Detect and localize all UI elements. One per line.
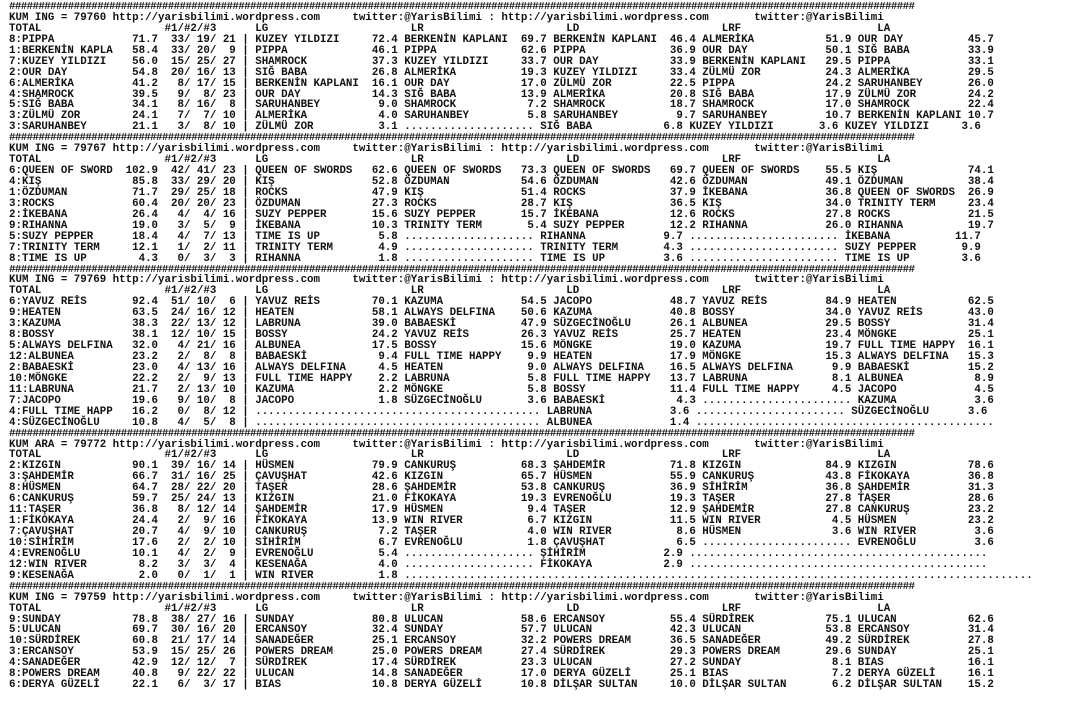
data-row: 7:KUZEY YILDIZI 56.0 15/ 25/ 27 | SHAMROCK 37.3 KUZEY YILDIZI 33.7 OUR DAY 33.9 BERKENİN KAPLANI 29.5 PIPPA 33.1 xyxy=(9,55,994,68)
data-row: 5:ULUCAN 69.7 30/ 16/ 20 | ERCANSOY 32.4 SUNDAY 57.7 ULUCAN 42.3 ULUCAN 53.8 ERCANSOY 31.4 xyxy=(9,624,994,637)
data-row: 4:EVRENOĞLU 10.1 4/ 2/ 9 | EVRENOĞLU 5.4 .................... ŞİHİRİM 2.9 .............................................. xyxy=(9,547,988,560)
data-row: 9:SUNDAY 78.8 38/ 27/ 16 | SUNDAY 80.8 ULUCAN 58.6 ERCANSOY 55.4 SÜRDİREK 75.1 ULUCAN 62.6 xyxy=(9,613,994,626)
data-row: 3:KAZUMA 38.3 22/ 13/ 12 | LABRUNA 39.0 BABAESKİ 47.9 SÜZGECİNOĞLU 26.1 ALBUNEA 29.5 BOSSY 31.4 xyxy=(9,318,994,331)
column-header-row: TOTAL #1/#2/#3 LG LR LD LRF LA xyxy=(9,602,891,615)
data-row: 9:HEATEN 63.5 24/ 16/ 12 | HEATEN 58.1 ALWAYS DELFINA 50.6 KAZUMA 40.8 BOSSY 34.0 YAVUZ REİS 43.0 xyxy=(9,307,994,320)
separator-row: ########################################################################################################################################################## xyxy=(9,133,915,145)
data-row: 9:RIHANNA 19.0 3/ 5/ 9 | İKEBANA 10.3 TRINITY TERM 5.4 SUZY PEPPER 12.2 RIHANNA 26.0 RIHANNA 19.7 xyxy=(9,219,994,232)
data-row: 8:PIPPA 71.7 33/ 19/ 21 | KUZEY YILDIZI 72.4 BERKENİN KAPLANI 69.7 BERKENİN KAPLANI 46.4 ALMERİKA 51.9 OUR DAY 45.7 xyxy=(9,33,994,46)
data-row: 1:FİKOKAYA 24.4 2/ 9/ 16 | FİKOKAYA 13.9 WIN RIVER 6.7 KIZGIN 11.5 WIN RIVER 4.5 HÜSMEN 23.2 xyxy=(9,515,994,528)
data-row: 12:WIN RIVER 8.2 3/ 3/ 4 | KESENAĞA 4.0 .................... FİKOKAYA 2.9 .............................................. xyxy=(9,558,988,571)
data-row: 3:ŞAHDEMİR 66.7 31/ 16/ 25 | ÇAVUŞHAT 42.6 KIZGIN 65.7 HÜSMEN 55.9 CANKURUŞ 43.8 FİKOKAYA 36.8 xyxy=(9,471,994,484)
column-header-row: TOTAL #1/#2/#3 LG LR LD LRF LA xyxy=(9,285,891,298)
separator-row: ########################################################################################################################################################## xyxy=(9,581,915,593)
data-row: 8:POWERS DREAM 40.8 9/ 22/ 22 | ULUCAN 14.8 SANADEĞER 17.0 DERYA GÜZELİ 25.1 BIAS 7.2 DERYA GÜZELİ 16.1 xyxy=(9,668,994,681)
data-row: 4:SÜZGECİNOĞLU 10.8 4/ 5/ 8 | ............................................ ALBUNEA 1.4 .............................................. xyxy=(9,416,994,429)
data-row: 11:TAŞER 36.8 8/ 12/ 14 | ŞAHDEMİR 17.9 HÜSMEN 9.4 TAŞER 12.9 ŞAHDEMİR 27.8 CANKURUŞ 23.2 xyxy=(9,504,994,517)
data-row: 6:QUEEN OF SWORD 102.9 42/ 41/ 23 | QUEEN OF SWORDS 62.6 QUEEN OF SWORDS 73.3 QUEEN OF SWORDS 69.7 QUEEN OF SWORDS 55.5 KIŞ 74.1 xyxy=(9,165,994,178)
data-row: 6:DERYA GÜZELİ 22.1 6/ 3/ 17 | BIAS 10.8 DERYA GÜZELİ 10.8 DİLŞAR SULTAN 10.0 DİLŞAR SULTAN 6.2 DİLŞAR SULTAN 15.2 xyxy=(9,679,994,692)
data-row: 5:SIĞ BABA 34.1 8/ 16/ 8 | SARUHANBEY 9.0 SHAMROCK 7.2 SHAMROCK 18.7 SHAMROCK 17.0 SHAMROCK 22.4 xyxy=(9,99,994,112)
data-row: 3:ROCKS 60.4 20/ 20/ 23 | ÖZDUMAN 27.3 ROCKS 28.7 KIŞ 36.5 KIŞ 34.0 TRINITY TERM 23.4 xyxy=(9,197,994,210)
column-header-row: TOTAL #1/#2/#3 LG LR LD LRF LA xyxy=(9,22,891,35)
race-header-row: KUM ARA = 79772 http://yarisbilimi.wordpress.com twitter:@YarisBilimi : http://yarisbilimi.wordpress.com twitter:@YarisBilimi xyxy=(9,438,884,451)
separator-row: ########################################################################################################################################################## xyxy=(9,264,915,276)
data-row: 9:KESENAĞA 2.0 0/ 1/ 1 | WIN RIVER 1.8 ................................................................................................. xyxy=(9,569,1033,582)
data-row: 2:İKEBANA 26.4 4/ 4/ 16 | SUZY PEPPER 15.6 SUZY PEPPER 15.7 İKEBANA 12.6 ROCKS 27.8 ROCKS 21.5 xyxy=(9,208,994,221)
race-header-row: KUM ING = 79769 http://yarisbilimi.wordpress.com twitter:@YarisBilimi : http://yarisbilimi.wordpress.com twitter:@YarisBilimi xyxy=(9,274,884,287)
data-row: 1:BERKENİN KAPLA 58.4 33/ 20/ 9 | PIPPA 46.1 PIPPA 62.6 PIPPA 36.9 OUR DAY 50.1 SIĞ BABA 33.9 xyxy=(9,44,994,57)
separator-row: ########################################################################################################################################################## xyxy=(9,2,915,13)
data-row: 10:SÜRDİREK 60.8 21/ 17/ 14 | SANADEĞER 25.1 ERCANSOY 32.2 POWERS DREAM 36.5 SANADEĞER 49.2 SÜRDİREK 27.8 xyxy=(9,635,994,648)
data-row: 4:SHAMROCK 39.5 9/ 8/ 23 | OUR DAY 14.3 SIĞ BABA 13.9 ALMERİKA 20.8 SIĞ BABA 17.9 ZÜLMÜ ZOR 24.2 xyxy=(9,88,994,101)
data-row: 7:TRINITY TERM 12.1 1/ 2/ 11 | TRINITY TERM 4.9 .................... TRINITY TERM 4.3 ....................... SUZY PEPPER 9.9 xyxy=(9,241,981,254)
data-row: 6:ALMERİKA 41.2 8/ 17/ 15 | BERKENİN KAPLANI 16.1 OUR DAY 17.0 ZÜLMÜ ZOR 22.5 PIPPA 24.2 SARUHANBEY 26.0 xyxy=(9,77,994,90)
data-row: 10:SİHİRİM 17.6 2/ 2/ 10 | SİHİRİM 6.7 EVRENOĞLU 1.8 ÇAVUŞHAT 6.5 ....................... EVRENOĞLU 3.6 xyxy=(9,536,994,549)
data-row: 3:ERCANSOY 53.9 15/ 25/ 26 | POWERS DREAM 25.0 POWERS DREAM 27.4 SÜRDİREK 29.3 POWERS DREAM 29.6 SUNDAY 25.1 xyxy=(9,646,994,659)
data-row: 8:HÜSMEN 64.7 28/ 22/ 20 | TAŞER 28.6 ŞAHDEMİR 53.8 CANKURUŞ 36.9 SİHİRİM 36.8 ŞAHDEMİR 31.3 xyxy=(9,482,994,495)
data-row: 12:ALBUNEA 23.2 2/ 8/ 8 | BABAESKİ 9.4 FULL TIME HAPPY 9.9 HEATEN 17.9 MÖNGKE 15.3 ALWAYS DELFINA 15.3 xyxy=(9,351,994,363)
data-row: 8:TIME IS UP 4.3 0/ 3/ 3 | RIHANNA 1.8 .................... TIME IS UP 3.6 ....................... TIME IS UP 3.6 xyxy=(9,252,981,265)
data-row: 7:ÇAVUŞHAT 20.7 4/ 9/ 10 | CANKURUŞ 7.2 TAŞER 4.0 WIN RIVER 8.6 HÜSMEN 3.6 WIN RIVER 3.6 xyxy=(9,526,994,538)
data-row: 2:OUR DAY 54.8 20/ 16/ 13 | SIĞ BABA 26.8 ALMERİKA 19.3 KUZEY YILDIZI 33.4 ZÜLMÜ ZOR 24.3 ALMERİKA 29.5 xyxy=(9,66,994,79)
data-row: 3:ZÜLMÜ ZOR 24.1 7/ 7/ 10 | ALMERİKA 4.0 SARUHANBEY 5.8 SARUHANBEY 9.7 SARUHANBEY 10.7 BERKENİN KAPLANI 10.7 xyxy=(9,110,994,123)
data-row: 3:SARUHANBEY 21.1 3/ 8/ 10 | ZÜLMÜ ZOR 3.1 .................... SIĞ BABA 6.8 KUZEY YILDIZI 3.6 KUZEY YILDIZI 3.6 xyxy=(9,121,981,134)
column-header-row: TOTAL #1/#2/#3 LG LR LD LRF LA xyxy=(9,154,891,167)
data-row: 10:MÖNGKE 22.2 2/ 9/ 13 | FULL TIME HAPPY 2.2 LABRUNA 5.8 FULL TIME HAPPY 13.7 LABRUNA 8.1 ALBUNEA 8.9 xyxy=(9,372,994,385)
data-row: 7:JACOPO 19.6 9/ 10/ 8 | JACOPO 1.8 SÜZGECİNOĞLU 3.6 BABAESKİ 4.3 ....................... KAZUMA 3.6 xyxy=(9,394,994,407)
data-row: 5:ALWAYS DELFINA 32.0 4/ 21/ 16 | ALBUNEA 17.5 BOSSY 15.6 MÖNGKE 19.0 KAZUMA 19.7 FULL TIME HAPPY 16.1 xyxy=(9,340,994,353)
race-header-row: KUM ING = 79759 http://yarisbilimi.wordpress.com twitter:@YarisBilimi : http://yarisbilimi.wordpress.com twitter:@YarisBilimi xyxy=(9,591,884,604)
column-header-row: TOTAL #1/#2/#3 LG LR LD LRF LA xyxy=(9,449,891,462)
race-header-row: KUM ING = 79767 http://yarisbilimi.wordpress.com twitter:@YarisBilimi : http://yarisbilimi.wordpress.com twitter:@YarisBilimi xyxy=(9,143,884,156)
race-header-row: KUM ING = 79760 http://yarisbilimi.wordpress.com twitter:@YarisBilimi : http://yarisbilimi.wordpress.com twitter:@YarisBilimi xyxy=(9,11,884,24)
data-row: 1:ÖZDUMAN 71.7 29/ 25/ 18 | ROCKS 47.9 KIŞ 51.4 ROCKS 37.9 İKEBANA 36.8 QUEEN OF SWORDS 26.9 xyxy=(9,186,994,199)
data-row: 4:SANADEĞER 42.9 12/ 12/ 7 | SÜRDİREK 17.4 SÜRDİREK 23.3 ULUCAN 27.2 SUNDAY 8.1 BIAS 16.1 xyxy=(9,657,994,670)
data-row: 11:LABRUNA 21.7 2/ 13/ 10 | KAZUMA 2.2 MÖNGKE 5.8 BOSSY 11.4 FULL TIME HAPPY 4.5 JACOPO 4.5 xyxy=(9,383,994,396)
data-row: 2:KIZGIN 90.1 39/ 16/ 14 | HÜSMEN 79.9 CANKURUŞ 68.3 ŞAHDEMİR 71.8 KIZGIN 84.9 KIZGIN 78.6 xyxy=(9,460,994,473)
data-row: 8:BOSSY 38.1 12/ 10/ 15 | BOSSY 24.2 YAVUZ REİS 26.3 YAVUZ REİS 25.7 HEATEN 23.4 MÖNGKE 25.1 xyxy=(9,329,994,342)
data-row: 6:CANKURUŞ 59.7 25/ 24/ 13 | KIZGIN 21.0 FİKOKAYA 19.3 EVRENOĞLU 19.3 TAŞER 27.8 TAŞER 28.6 xyxy=(9,493,994,506)
data-row: 5:SUZY PEPPER 18.4 4/ 7/ 13 | TIME IS UP 5.8 .................... RIHANNA 9.7 ....................... İKEBANA 11.7 xyxy=(9,230,981,243)
data-row: 4:FULL TIME HAPP 16.2 0/ 8/ 12 | ............................................ LABRUNA 3.6 ....................... SÜZGECİNOĞLU 3.6 xyxy=(9,405,988,418)
separator-row: ########################################################################################################################################################## xyxy=(9,428,915,440)
data-row: 2:BABAESKİ 23.0 4/ 13/ 16 | ALWAYS DELFINA 4.5 HEATEN 9.0 ALWAYS DELFINA 16.5 ALWAYS DELFINA 9.9 BABAESKİ 15.2 xyxy=(9,361,994,374)
data-row: 6:YAVUZ REİS 92.4 51/ 10/ 6 | YAVUZ REİS 70.1 KAZUMA 54.5 JACOPO 48.7 YAVUZ REİS 84.9 HEATEN 62.5 xyxy=(9,296,994,309)
data-row: 4:KIŞ 85.8 33/ 29/ 20 | KIŞ 52.8 ÖZDUMAN 54.6 ÖZDUMAN 42.6 ÖZDUMAN 49.1 ÖZDUMAN 38.4 xyxy=(9,176,994,188)
